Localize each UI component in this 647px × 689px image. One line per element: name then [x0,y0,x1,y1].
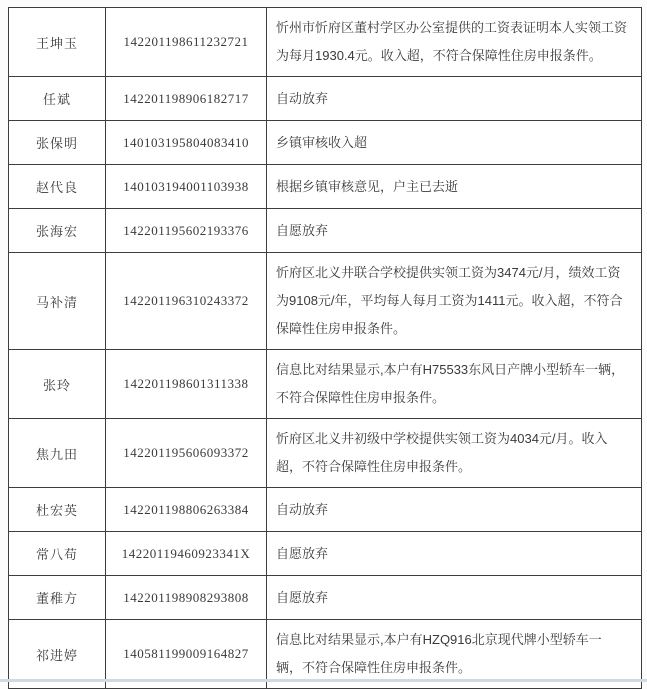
applicant-name: 祁进婷 [9,620,106,689]
applicant-name: 王坤玉 [9,8,106,77]
applicant-id-number: 142201198908293808 [106,576,267,620]
review-table-container [8,7,642,689]
applicant-id-number: 142201198601311338 [106,350,267,419]
table-row [9,121,642,165]
applicant-id-number: 142201196310243372 [106,253,267,350]
applicant-name: 董稚方 [9,576,106,620]
applicant-name: 焦九田 [9,419,106,488]
review-remark: 乡镇审核收入超 [267,121,642,165]
table-row [9,350,642,419]
review-remark: 忻府区北义井联合学校提供实领工资为3474元/月，绩效工资为9108元/年，平均每人每月工资为1411元。收入超，不符合保障性住房申报条件。 [267,253,642,350]
applicant-id-number: 142201195606093372 [106,419,267,488]
applicant-name: 常八苟 [9,532,106,576]
review-remark: 自动放弃 [267,488,642,532]
table-row [9,488,642,532]
review-remark: 忻府区北义井初级中学校提供实领工资为4034元/月。收入超，不符合保障性住房申报条件。 [267,419,642,488]
review-remark: 信息比对结果显示,本户有H75533东风日产牌小型轿车一辆，不符合保障性住房申报条件。 [267,350,642,419]
table-row [9,8,642,77]
review-remark: 自愿放弃 [267,576,642,620]
applicant-id-number: 142201198806263384 [106,488,267,532]
table-row [9,576,642,620]
review-remark: 根据乡镇审核意见，户主已去逝 [267,165,642,209]
applicant-id-number: 142201198611232721 [106,8,267,77]
applicant-id-number: 142201195602193376 [106,209,267,253]
applicant-name: 任斌 [9,77,106,121]
applicant-name: 杜宏英 [9,488,106,532]
review-remark: 信息比对结果显示,本户有HZQ916北京现代牌小型轿车一辆，不符合保障性住房申报条件。 [267,620,642,689]
applicant-name: 张海宏 [9,209,106,253]
housing-review-table [8,7,642,689]
applicant-name: 赵代良 [9,165,106,209]
applicant-id-number: 14220119460923341X [106,532,267,576]
applicant-name: 马补清 [9,253,106,350]
table-row [9,419,642,488]
table-row [9,165,642,209]
applicant-id-number: 140103195804083410 [106,121,267,165]
review-remark: 自愿放弃 [267,209,642,253]
applicant-id-number: 142201198906182717 [106,77,267,121]
review-remark: 自动放弃 [267,77,642,121]
review-remark: 自愿放弃 [267,532,642,576]
table-row [9,209,642,253]
applicant-id-number: 140103194001103938 [106,165,267,209]
applicant-name: 张保明 [9,121,106,165]
review-remark: 忻州市忻府区董村学区办公室提供的工资表证明本人实领工资为每月1930.4元。收入超，不符合保障性住房申报条件。 [267,8,642,77]
table-row [9,253,642,350]
table-row [9,532,642,576]
applicant-id-number: 140581199009164827 [106,620,267,689]
applicant-name: 张玲 [9,350,106,419]
table-row [9,77,642,121]
